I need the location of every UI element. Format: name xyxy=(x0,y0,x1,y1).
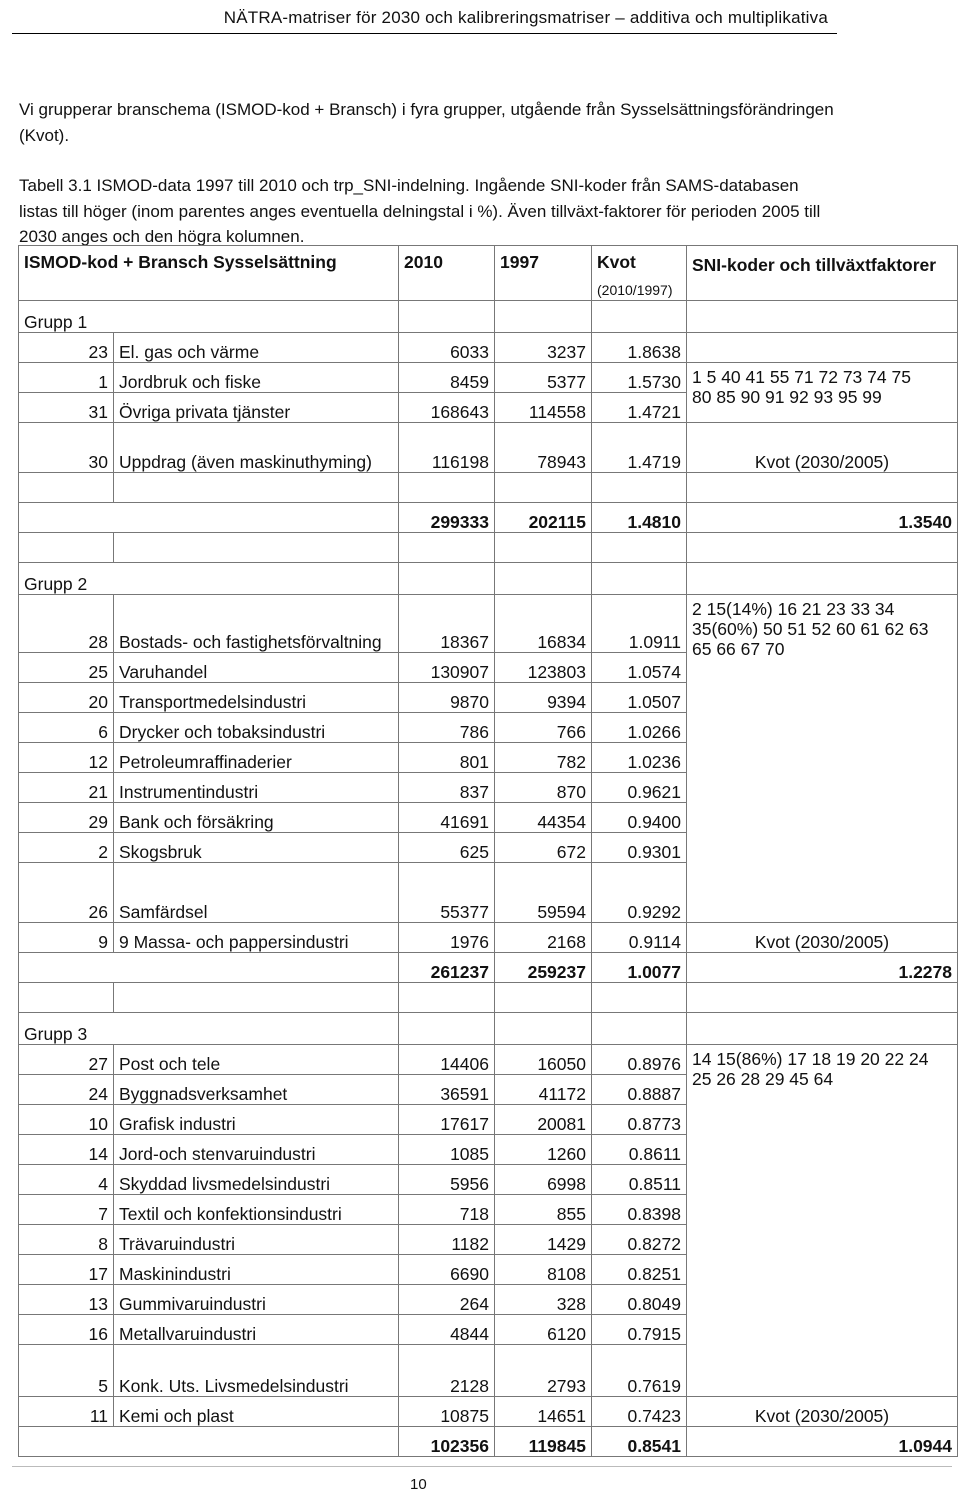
group1-label: Grupp 1 xyxy=(19,301,399,333)
group3-label: Grupp 3 xyxy=(19,1013,399,1045)
group1-label-row xyxy=(19,301,958,333)
total-2010: 299333 xyxy=(399,503,495,533)
value-1997: 782 xyxy=(495,743,592,773)
value-1997: 16834 xyxy=(495,595,592,653)
group2-kvot-label: Kvot (2030/2005) xyxy=(687,923,958,953)
value-1997: 123803 xyxy=(495,653,592,683)
ismod-code: 1 xyxy=(19,363,114,393)
ismod-code: 11 xyxy=(19,1397,114,1427)
value-1997: 6120 xyxy=(495,1315,592,1345)
header-kvot xyxy=(592,246,687,301)
kvot-value: 1.0574 xyxy=(592,653,687,683)
branch-name: Trävaruindustri xyxy=(114,1225,399,1255)
total-2010: 261237 xyxy=(399,953,495,983)
total-kvot: 1.0077 xyxy=(592,953,687,983)
value-2010: 1976 xyxy=(399,923,495,953)
group1-total-row xyxy=(19,503,958,533)
kvot-value: 0.8976 xyxy=(592,1045,687,1075)
value-1997: 78943 xyxy=(495,423,592,473)
group1-row xyxy=(19,363,958,393)
group1-spacer-row xyxy=(19,473,958,503)
value-1997: 3237 xyxy=(495,333,592,363)
branch-name: Övriga privata tjänster xyxy=(114,393,399,423)
group2-sni-codes: 2 15(14%) 16 21 23 33 34 35(60%) 50 51 52 60 61 62 63 65 66 67 70 xyxy=(687,595,958,923)
value-1997: 6998 xyxy=(495,1165,592,1195)
page-number: 10 xyxy=(410,1476,427,1493)
ismod-code: 21 xyxy=(19,773,114,803)
group2-label: Grupp 2 xyxy=(19,563,399,595)
group2-label-row xyxy=(19,563,958,595)
ismod-code: 28 xyxy=(19,595,114,653)
total-1997: 119845 xyxy=(495,1427,592,1457)
total-2010: 102356 xyxy=(399,1427,495,1457)
kvot-value: 1.0911 xyxy=(592,595,687,653)
kvot-value: 1.0266 xyxy=(592,713,687,743)
group3-row xyxy=(19,1045,958,1075)
ismod-code: 4 xyxy=(19,1165,114,1195)
intro-paragraph-1: Vi grupperar branschema (ISMOD-kod + Bransch) i fyra grupper, utgående från Sysselsättningsförändringen (Kvot). xyxy=(19,100,834,145)
kvot-value: 0.7915 xyxy=(592,1315,687,1345)
branch-name: Skyddad livsmedelsindustri xyxy=(114,1165,399,1195)
ismod-code: 27 xyxy=(19,1045,114,1075)
kvot-value: 0.7619 xyxy=(592,1345,687,1397)
group3-kvot-label: Kvot (2030/2005) xyxy=(687,1397,958,1427)
ismod-code: 6 xyxy=(19,713,114,743)
branch-name: Maskinindustri xyxy=(114,1255,399,1285)
kvot-value: 1.0236 xyxy=(592,743,687,773)
total-kvot: 0.8541 xyxy=(592,1427,687,1457)
ismod-code: 10 xyxy=(19,1105,114,1135)
value-2010: 116198 xyxy=(399,423,495,473)
group3-row xyxy=(19,1397,958,1427)
ismod-code: 16 xyxy=(19,1315,114,1345)
header-sni: SNI-koder och tillväxtfaktorer xyxy=(687,246,958,301)
value-1997: 41172 xyxy=(495,1075,592,1105)
kvot-value: 0.8272 xyxy=(592,1225,687,1255)
ismod-code: 26 xyxy=(19,863,114,923)
kvot-value: 0.8398 xyxy=(592,1195,687,1225)
value-1997: 14651 xyxy=(495,1397,592,1427)
value-2010: 17617 xyxy=(399,1105,495,1135)
value-1997: 5377 xyxy=(495,363,592,393)
ismod-code: 24 xyxy=(19,1075,114,1105)
value-2010: 41691 xyxy=(399,803,495,833)
value-1997: 855 xyxy=(495,1195,592,1225)
value-2010: 130907 xyxy=(399,653,495,683)
ismod-code: 30 xyxy=(19,423,114,473)
branch-name: 9 Massa- och pappersindustri xyxy=(114,923,399,953)
value-2010: 5956 xyxy=(399,1165,495,1195)
group3-label-row xyxy=(19,1013,958,1045)
branch-name: Samfärdsel xyxy=(114,863,399,923)
value-2010: 801 xyxy=(399,743,495,773)
value-1997: 1429 xyxy=(495,1225,592,1255)
value-2010: 625 xyxy=(399,833,495,863)
ismod-code: 5 xyxy=(19,1345,114,1397)
kvot-value: 0.9301 xyxy=(592,833,687,863)
header-2010: 2010 xyxy=(399,246,495,301)
branch-name: Skogsbruk xyxy=(114,833,399,863)
value-1997: 328 xyxy=(495,1285,592,1315)
value-2010: 9870 xyxy=(399,683,495,713)
total-1997: 259237 xyxy=(495,953,592,983)
branch-name: El. gas och värme xyxy=(114,333,399,363)
branch-name: Jord-och stenvaruindustri xyxy=(114,1135,399,1165)
kvot-value: 0.9292 xyxy=(592,863,687,923)
branch-name: Konk. Uts. Livsmedelsindustri xyxy=(114,1345,399,1397)
value-2010: 6690 xyxy=(399,1255,495,1285)
value-2010: 10875 xyxy=(399,1397,495,1427)
value-2010: 264 xyxy=(399,1285,495,1315)
kvot-value: 0.8611 xyxy=(592,1135,687,1165)
value-1997: 672 xyxy=(495,833,592,863)
sni-line-2: 80 85 90 91 92 93 95 99 xyxy=(692,387,882,407)
header-rule xyxy=(12,33,837,34)
value-1997: 1260 xyxy=(495,1135,592,1165)
value-2010: 786 xyxy=(399,713,495,743)
value-2010: 8459 xyxy=(399,363,495,393)
ismod-code: 31 xyxy=(19,393,114,423)
branch-name: Post och tele xyxy=(114,1045,399,1075)
branch-name: Jordbruk och fiske xyxy=(114,363,399,393)
kvot-value: 0.9114 xyxy=(592,923,687,953)
branch-name: Uppdrag (även maskinuthyming) xyxy=(114,423,399,473)
branch-name: Varuhandel xyxy=(114,653,399,683)
value-1997: 114558 xyxy=(495,393,592,423)
header-kvot-label: Kvot xyxy=(597,252,636,272)
branch-name: Bank och försäkring xyxy=(114,803,399,833)
kvot-value: 1.5730 xyxy=(592,363,687,393)
branch-name: Metallvaruindustri xyxy=(114,1315,399,1345)
kvot-value: 0.8887 xyxy=(592,1075,687,1105)
ismod-code: 8 xyxy=(19,1225,114,1255)
group1-kvot-label: Kvot (2030/2005) xyxy=(687,423,958,473)
ismod-code: 7 xyxy=(19,1195,114,1225)
value-1997: 8108 xyxy=(495,1255,592,1285)
kvot-value: 0.8773 xyxy=(592,1105,687,1135)
value-2010: 36591 xyxy=(399,1075,495,1105)
branch-name: Drycker och tobaksindustri xyxy=(114,713,399,743)
kvot-value: 0.8511 xyxy=(592,1165,687,1195)
header-kvot-sub: (2010/1997) xyxy=(597,282,673,298)
ismod-code: 13 xyxy=(19,1285,114,1315)
total-growth-factor: 1.3540 xyxy=(687,503,958,533)
ismod-code: 29 xyxy=(19,803,114,833)
value-1997: 20081 xyxy=(495,1105,592,1135)
value-1997: 2793 xyxy=(495,1345,592,1397)
ismod-code: 14 xyxy=(19,1135,114,1165)
value-2010: 6033 xyxy=(399,333,495,363)
ismod-code: 23 xyxy=(19,333,114,363)
value-2010: 718 xyxy=(399,1195,495,1225)
value-1997: 44354 xyxy=(495,803,592,833)
value-1997: 59594 xyxy=(495,863,592,923)
group2-row xyxy=(19,923,958,953)
value-1997: 766 xyxy=(495,713,592,743)
value-1997: 9394 xyxy=(495,683,592,713)
kvot-value: 1.4719 xyxy=(592,423,687,473)
value-2010: 55377 xyxy=(399,863,495,923)
kvot-value: 0.7423 xyxy=(592,1397,687,1427)
kvot-value: 1.4721 xyxy=(592,393,687,423)
branch-name: Bostads- och fastighetsförvaltning xyxy=(114,595,399,653)
group2-total-row xyxy=(19,953,958,983)
kvot-value: 0.9400 xyxy=(592,803,687,833)
value-1997: 2168 xyxy=(495,923,592,953)
value-2010: 837 xyxy=(399,773,495,803)
value-2010: 18367 xyxy=(399,595,495,653)
ismod-code: 9 xyxy=(19,923,114,953)
value-1997: 870 xyxy=(495,773,592,803)
value-2010: 4844 xyxy=(399,1315,495,1345)
group1-row xyxy=(19,423,958,473)
intro-paragraph-2: Tabell 3.1 ISMOD-data 1997 till 2010 och trp_SNI-indelning. Ingående SNI-koder från SAMS-databasen listas till höger (inom parentes anges eventuella delningstal i %). Även tillväxt-faktorer för perioden 2005 till 2030 anges och den högra kolumnen. xyxy=(19,176,821,246)
ismod-code: 2 xyxy=(19,833,114,863)
branch-name: Grafisk industri xyxy=(114,1105,399,1135)
branch-name: Kemi och plast xyxy=(114,1397,399,1427)
value-2010: 1182 xyxy=(399,1225,495,1255)
value-2010: 14406 xyxy=(399,1045,495,1075)
group2-spacer-row xyxy=(19,983,958,1013)
header-1997: 1997 xyxy=(495,246,592,301)
value-2010: 1085 xyxy=(399,1135,495,1165)
total-growth-factor: 1.2278 xyxy=(687,953,958,983)
group3-sni-codes: 14 15(86%) 17 18 19 20 22 24 25 26 28 29 45 64 xyxy=(687,1045,958,1397)
branch-name: Instrumentindustri xyxy=(114,773,399,803)
kvot-value: 0.8251 xyxy=(592,1255,687,1285)
kvot-value: 1.8638 xyxy=(592,333,687,363)
kvot-value: 0.8049 xyxy=(592,1285,687,1315)
branch-name: Gummivaruindustri xyxy=(114,1285,399,1315)
group2-row xyxy=(19,595,958,653)
group1-row xyxy=(19,333,958,363)
kvot-value: 0.9621 xyxy=(592,773,687,803)
ismod-code: 12 xyxy=(19,743,114,773)
total-kvot: 1.4810 xyxy=(592,503,687,533)
value-1997: 16050 xyxy=(495,1045,592,1075)
total-growth-factor: 1.0944 xyxy=(687,1427,958,1457)
branch-name: Petroleumraffinaderier xyxy=(114,743,399,773)
intro-text xyxy=(19,97,839,250)
footer-rule xyxy=(12,1466,952,1467)
kvot-value: 1.0507 xyxy=(592,683,687,713)
ismod-code: 17 xyxy=(19,1255,114,1285)
group1-sni-codes xyxy=(687,363,958,423)
sni-line-1: 1 5 40 41 55 71 72 73 74 75 xyxy=(692,367,911,387)
page-header-title: NÄTRA-matriser för 2030 och kalibreringsmatriser – additiva och multiplikativa xyxy=(223,8,828,27)
header-code-branch: ISMOD-kod + Bransch Sysselsättning xyxy=(19,246,399,301)
ismod-table xyxy=(18,245,958,1457)
branch-name: Textil och konfektionsindustri xyxy=(114,1195,399,1225)
ismod-code: 20 xyxy=(19,683,114,713)
value-2010: 2128 xyxy=(399,1345,495,1397)
value-2010: 168643 xyxy=(399,393,495,423)
group1-spacer-row xyxy=(19,533,958,563)
total-1997: 202115 xyxy=(495,503,592,533)
branch-name: Byggnadsverksamhet xyxy=(114,1075,399,1105)
group3-total-row xyxy=(19,1427,958,1457)
header-row xyxy=(19,246,958,301)
ismod-code: 25 xyxy=(19,653,114,683)
branch-name: Transportmedelsindustri xyxy=(114,683,399,713)
